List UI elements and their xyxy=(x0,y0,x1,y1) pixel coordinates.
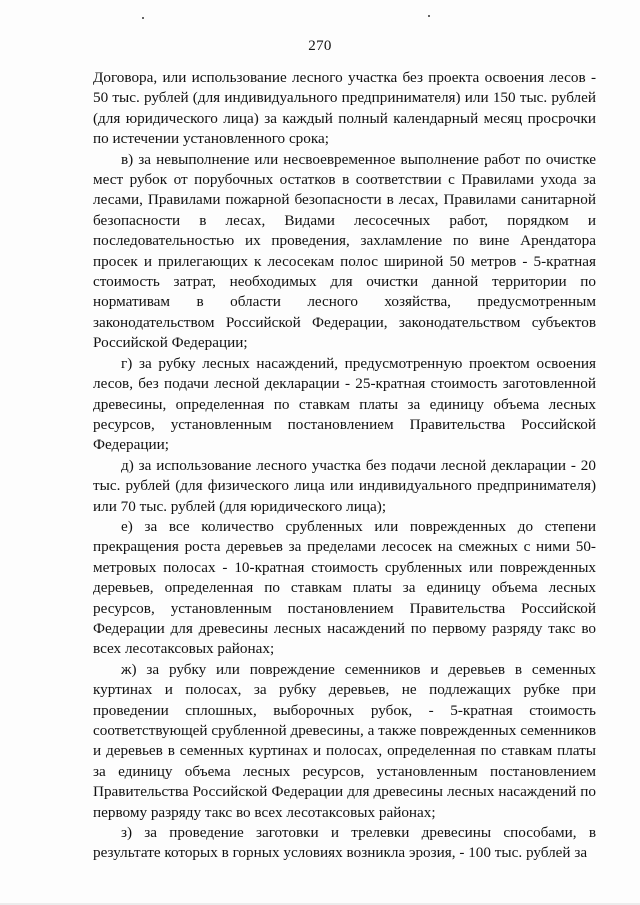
paragraph-item-e: е) за все количество срубленных или поврежденных до степени прекращения роста деревьев за пределами лесосек на смежных с ними 50-метровых полосах - 10-кратная стоимость срубленных или поврежденных деревьев, определенная по ставкам платы за единицу объема лесных ресурсов, установленным постановлением Правительства Российской Федерации для древесины лесных насаждений по первому разряду такс во всех лесотаксовых районах; xyxy=(93,517,596,658)
paragraph-item-g: г) за рубку лесных насаждений, предусмотренную проектом освоения лесов, без подачи лесной декларации - 25-кратная стоимость заготовленной древесины, определенная по ставкам платы за единицу объема лесных ресурсов, установленным постановлением Правительства Российской Федерации; xyxy=(93,354,596,454)
paragraph-item-v: в) за невыполнение или несвоевременное выполнение работ по очистке мест рубок от порубочных остатков в соответствии с Правилами ухода за лесами, Правилами пожарной безопасности в лесах, Правилами санитарной безопасности в лесах, Видами лесосечных работ, порядком и последовательностью их проведения, захламление по вине Арендатора просек и прилегающих к лесосекам полос шириной 50 метров - 5-кратная стоимость затрат, необходимых для очистки данной территории по нормативам в области лесного хозяйства, предусмотренным законодательством Российской Федерации, законодательством субъектов Российской Федерации; xyxy=(93,150,596,352)
paragraph-continuation: Договора, или использование лесного участка без проекта освоения лесов - 50 тыс. рублей (для индивидуального предпринимателя) или 150 тыс. рублей (для юридического лица) за каждый полный календарный месяц просрочки по истечении установленного срока; xyxy=(93,69,596,148)
paragraph-item-z: з) за проведение заготовки и трелевки древесины способами, в результате которых в горных условиях возникла эрозия, - 100 тыс. рублей за xyxy=(93,824,596,862)
page-number: 270 xyxy=(308,38,332,54)
scan-speck xyxy=(428,15,430,17)
scan-speck xyxy=(142,17,144,19)
paragraph-item-d: д) за использование лесного участка без подачи лесной декларации - 20 тыс. рублей (для физического лица или индивидуального предпринимателя) или 70 тыс. рублей (для юридического лица); xyxy=(93,456,596,515)
paragraph-item-zh: ж) за рубку или повреждение семенников и деревьев в семенных куртинах и полосах, за рубку деревьев, не подлежащих рубке при проведении сплошных, выборочных рубок, - 5-кратная стоимость соответствующей срубленной древесины, а также поврежденных семенников и деревьев в семенных куртинах и полосах, определенная по ставкам платы за единицу объема лесных ресурсов, установленным постановлением Правительства Российской Федерации для древесины лесных насаждений по первому разряду такс во всех лесотаксовых районах; xyxy=(93,660,596,821)
document-body xyxy=(93,68,596,864)
